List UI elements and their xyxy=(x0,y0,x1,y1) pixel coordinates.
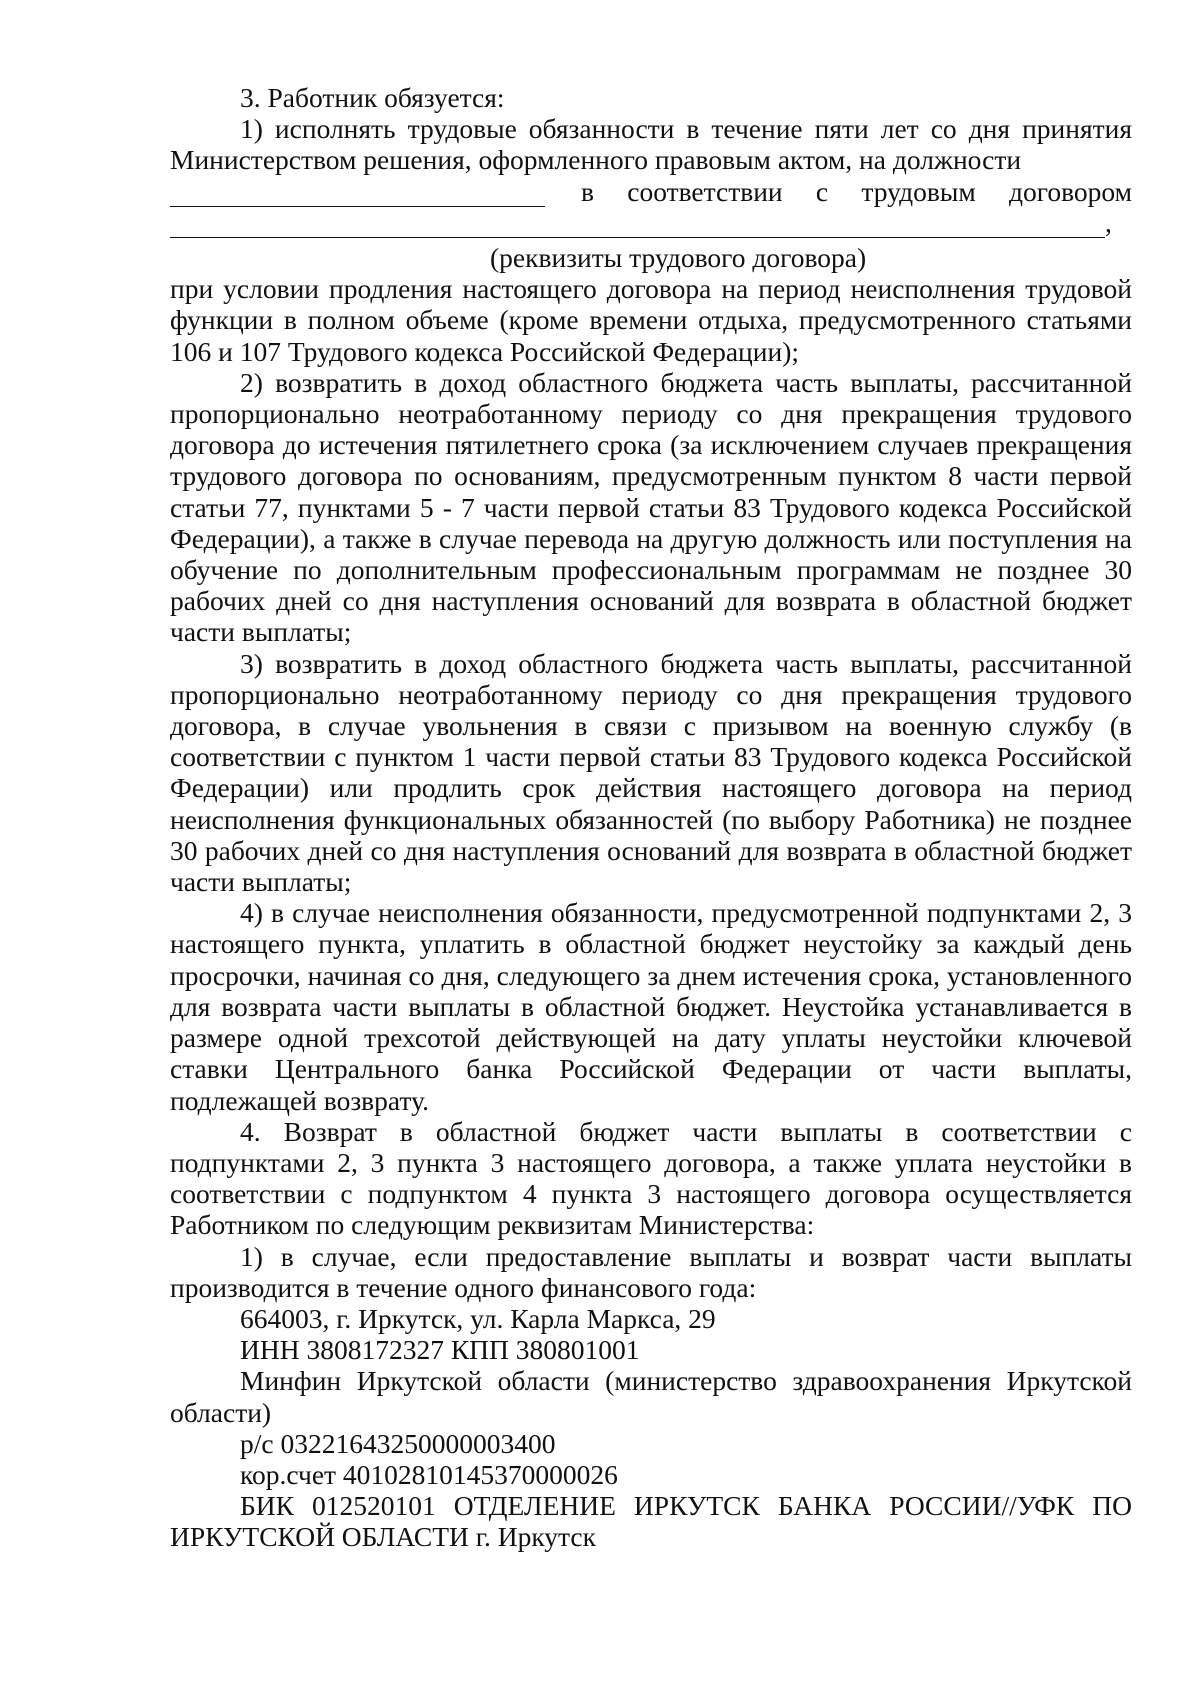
requisites-corr-account: кор.счет 40102810145370000026 xyxy=(240,1458,618,1490)
position-blank-field xyxy=(170,184,545,207)
word: в xyxy=(581,175,594,207)
clause-4-1: 1) в случае, если предоставление выплаты и возврат части выплаты производится в течение одного финансового года: xyxy=(170,1240,1132,1303)
section-4: 4. Возврат в областной бюджет части выплаты в соответствии с подпунктами 2, 3 пункта 3 настоящего договора, а также уплата неустойки в соответствии с подпунктом 4 пункта 3 настоящего договора осуществляется Работником по следующим реквизитам Министерства: xyxy=(170,1115,1132,1241)
comma: , xyxy=(1105,206,1112,238)
contract-requisites-blank-line xyxy=(170,207,1132,238)
clause-3-3: 3) возвратить в доход областного бюджета часть выплаты, рассчитанной пропорционально неотработанному периоду со дня прекращения трудового договора, в случае увольнения в связи с призывом на военную службу (в соответствии с пунктом 1 части первой статьи 83 Трудового кодекса Российской Федерации) или продлить срок действия настоящего договора на период неисполнения функциональных обязанностей (по выбору Работника) не позднее 30 рабочих дней со дня наступления оснований для возврата в областной бюджет части выплаты; xyxy=(170,647,1132,898)
clause-3-2: 2) возвратить в доход областного бюджета часть выплаты, рассчитанной пропорционально неотработанному периоду со дня прекращения трудового договора до истечения пятилетнего срока (за исключением случаев прекращения трудового договора по основаниям, предусмотренным пунктом 8 части первой статьи 77, пунктами 5 - 7 части первой статьи 83 Трудового кодекса Российской Федерации), а также в случае перевода на другую должность или поступления на обучение по дополнительным профессиональным программам не позднее 30 рабочих дней со дня наступления оснований для возврата в областной бюджет части выплаты; xyxy=(170,366,1132,648)
requisites-recipient: Минфин Иркутской области (министерство здравоохранения Иркутской области) xyxy=(170,1365,1132,1428)
clause-3-1-start: 1) исполнять трудовые обязанности в течение пяти лет со дня принятия Министерством решения, оформленного правовым актом, на должности xyxy=(170,113,1132,176)
position-blank-line xyxy=(170,176,1132,207)
contract-words xyxy=(581,176,1132,207)
requisites-address: 664003, г. Иркутск, ул. Карла Маркса, 29 xyxy=(240,1302,716,1334)
word: с xyxy=(815,175,829,207)
contract-requisites-blank-field xyxy=(170,215,1105,238)
word: соответствии xyxy=(627,175,783,207)
blank-caption: (реквизиты трудового договора) xyxy=(490,242,867,274)
requisites-bik-bank: БИК 012520101 ОТДЕЛЕНИЕ ИРКУТСК БАНКА РОССИИ//УФК ПО ИРКУТСКОЙ ОБЛАСТИ г. Иркутск xyxy=(170,1490,1132,1553)
clause-3-4: 4) в случае неисполнения обязанности, предусмотренной подпунктами 2, 3 настоящего пункта, уплатить в областной бюджет неустойку за каждый день просрочки, начиная со дня, следующего за днем истечения срока, установленного для возврата части выплаты в областной бюджет. Неустойка устанавливается в размере одной трехсотой действующей на дату уплаты неустойки ключевой ставки Центрального банка Российской Федерации от части выплаты, подлежащей возврату. xyxy=(170,897,1132,1116)
clause-3-1-end: при условии продления настоящего договора на период неисполнения трудовой функции в полном объеме (кроме времени отдыха, предусмотренного статьями 106 и 107 Трудового кодекса Российской Федерации); xyxy=(170,273,1132,367)
word: договором xyxy=(1008,175,1132,207)
word: трудовым xyxy=(861,175,976,207)
requisites-account: р/с 03221643250000003400 xyxy=(240,1427,556,1459)
requisites-inn-kpp: ИНН 3808172327 КПП 380801001 xyxy=(240,1334,640,1366)
section-3-heading: 3. Работник обязуется: xyxy=(240,82,505,113)
